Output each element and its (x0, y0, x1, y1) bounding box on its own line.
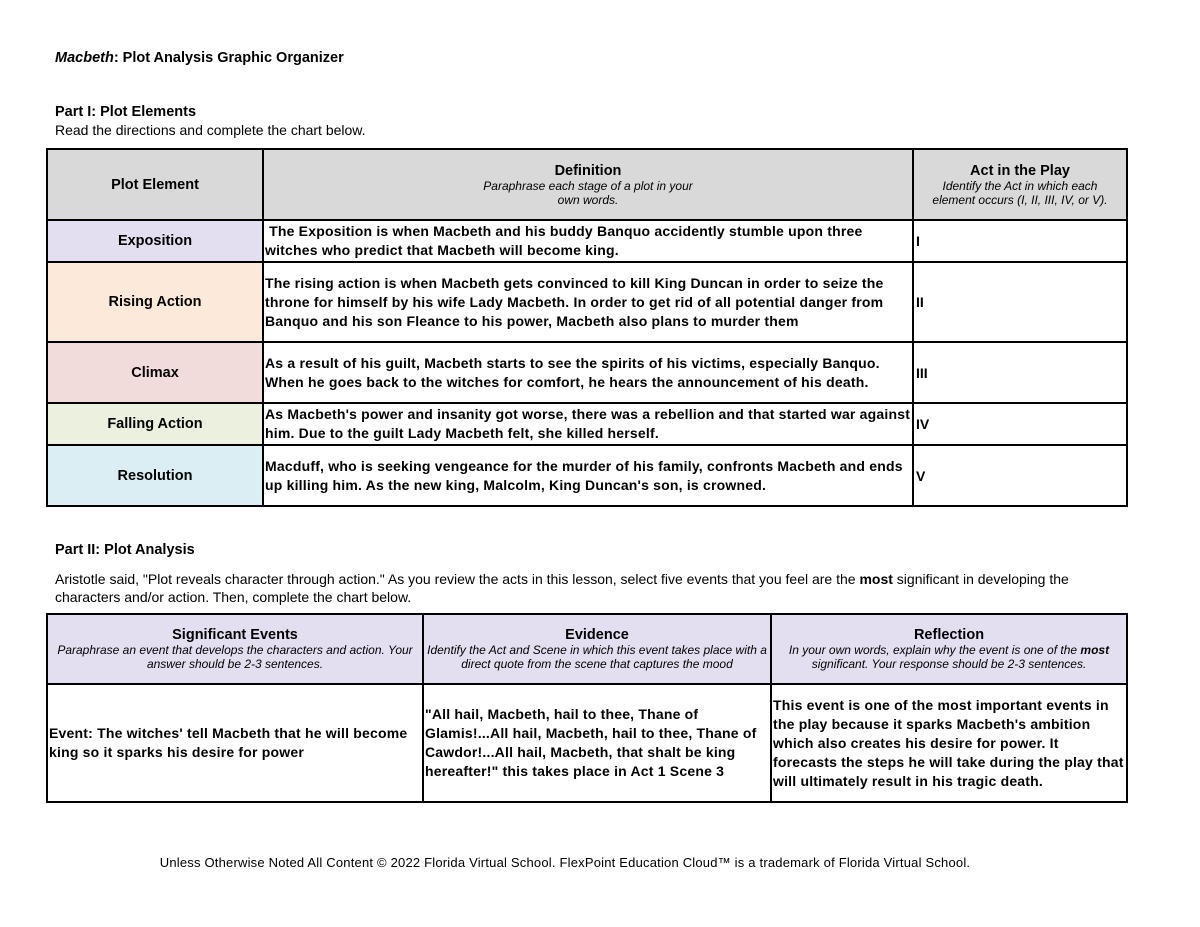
header-act (913, 149, 1127, 220)
header-reflection (771, 614, 1127, 684)
title-italic: Macbeth (55, 50, 114, 66)
header-definition (263, 149, 913, 220)
header-evidence (423, 614, 771, 684)
definition-rising-action: The rising action is when Macbeth gets convinced to kill King Duncan in order to seize the throne for himself by his wife Lady Macbeth. In order to get rid of all potential danger from Banquo and his son Fleance to his power, Macbeth also plans to murder them (263, 262, 913, 342)
plot-analysis-header-row (47, 614, 1127, 684)
table-row (47, 262, 1127, 342)
definition-exposition: The Exposition is when Macbeth and his buddy Banquo accidently stumble upon three witches who predict that Macbeth will become king. (263, 220, 913, 262)
definition-falling-action: As Macbeth's power and insanity got worse, there was a rebellion and that started war against him. Due to the guilt Lady Macbeth felt, she killed herself. (263, 403, 913, 445)
definition-resolution: Macduff, who is seeking vengeance for the murder of his family, confronts Macbeth and ends up killing him. As the new king, Malcolm, King Duncan's son, is crowned. (263, 445, 913, 506)
table-row (47, 403, 1127, 445)
header-evidence-sub: Identify the Act and Scene in which this event takes place with a direct quote from the scene that captures the mood (427, 643, 767, 671)
act-exposition: I (913, 220, 1127, 262)
plot-elements-table (46, 148, 1128, 507)
header-reflection-label: Reflection (913, 627, 985, 643)
table-row (47, 684, 1127, 802)
part2-directions-post: significant in developing the characters and/or action. Then, complete the chart below. (55, 571, 1069, 605)
reflection-sub-pre: In your own words, explain why the event is one of the (788, 643, 1081, 657)
header-plot-element-label: Plot Element (111, 176, 199, 193)
footer: Unless Otherwise Noted All Content © 2022 Florida Virtual School. FlexPoint Education Cloud™ is a trademark of Florida Virtual School. (159, 855, 971, 870)
title-rest: : Plot Analysis Graphic Organizer (113, 50, 344, 66)
plot-analysis-table (46, 613, 1128, 803)
act-climax: III (913, 342, 1127, 403)
header-act-label: Act in the Play (970, 162, 1070, 179)
evidence-cell: "All hail, Macbeth, hail to thee, Thane of Glamis!...All hail, Macbeth, hail to thee, Thane of Cawdor!...All hail, Macbeth, that shalt be king hereafter!" this takes place in Act 1 Scene 3 (423, 684, 771, 802)
act-resolution: V (913, 445, 1127, 506)
part2-directions-bold: most (859, 571, 893, 587)
reflection-cell: This event is one of the most important events in the play because it sparks Macbeth's ambition which also creates his desire for power. It forecasts the steps he will take during the play that will ultimately result in his tragic death. (771, 684, 1127, 802)
significant-event-cell: Event: The witches' tell Macbeth that he will become king so it sparks his desire for power (47, 684, 423, 802)
plot-element-climax: Climax (47, 342, 263, 403)
plot-element-falling-action: Falling Action (47, 403, 263, 445)
table-row (47, 445, 1127, 506)
header-reflection-sub (774, 643, 1124, 671)
table-row (47, 220, 1127, 262)
part2-heading: Part II: Plot Analysis (55, 542, 195, 558)
act-rising-action: II (913, 262, 1127, 342)
part2-directions-pre: Aristotle said, "Plot reveals character through action." As you review the acts in this lesson, select five events that you feel are the (55, 571, 860, 587)
part2-directions (55, 570, 1075, 606)
reflection-sub-bold: most (1080, 643, 1110, 657)
header-significant-events (47, 614, 423, 684)
header-definition-label: Definition (554, 162, 622, 179)
plot-element-exposition: Exposition (47, 220, 263, 262)
part1-heading: Part I: Plot Elements (55, 104, 197, 120)
definition-climax: As a result of his guilt, Macbeth starts to see the spirits of his victims, especially Banquo. When he goes back to the witches for comfort, he hears the announcement of his death. (263, 342, 913, 403)
header-significant-events-label: Significant Events (172, 627, 298, 643)
plot-element-rising-action: Rising Action (47, 262, 263, 342)
header-act-sub: Identify the Act in which each element occurs (I, II, III, IV, or V). (932, 178, 1108, 207)
plot-element-resolution: Resolution (47, 445, 263, 506)
header-significant-events-sub: Paraphrase an event that develops the characters and action. Your answer should be 2-3 sentences. (57, 643, 413, 671)
header-plot-element (47, 149, 263, 220)
part1-directions: Read the directions and complete the chart below. (55, 122, 366, 138)
reflection-sub-post: significant. Your response should be 2-3 sentences. (811, 657, 1087, 671)
page-title (55, 50, 344, 66)
act-falling-action: IV (913, 403, 1127, 445)
plot-elements-header-row (47, 149, 1127, 220)
table-row (47, 342, 1127, 403)
header-evidence-label: Evidence (565, 627, 629, 643)
header-definition-sub: Paraphrase each stage of a plot in your own words. (483, 178, 693, 207)
